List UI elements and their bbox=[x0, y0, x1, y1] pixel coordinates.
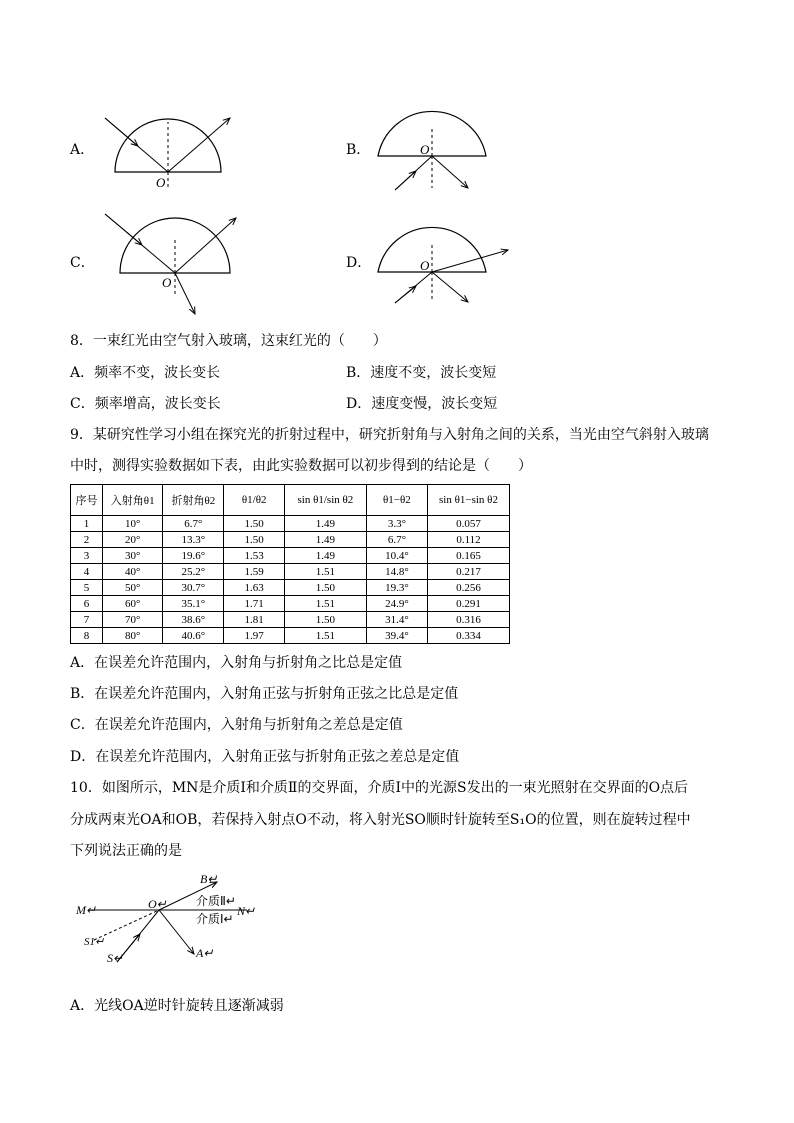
table-cell: 3 bbox=[71, 548, 103, 564]
label-medium-2: 介质Ⅱ↵ bbox=[196, 894, 236, 908]
table-cell: 38.6° bbox=[163, 612, 224, 628]
table-cell: 80° bbox=[102, 628, 162, 644]
header-angle-ratio: θ1/θ2 bbox=[224, 485, 285, 516]
table-row bbox=[71, 580, 510, 596]
q8-stem: 8．一束红光由空气射入玻璃，这束红光的（ ） bbox=[70, 333, 387, 349]
table-row bbox=[71, 516, 510, 532]
table-cell: 30° bbox=[102, 548, 162, 564]
table-cell: 1.50 bbox=[224, 532, 285, 548]
header-angle-diff: θ1−θ2 bbox=[366, 485, 427, 516]
origin-label: O bbox=[162, 275, 172, 290]
q7-diagram-b bbox=[370, 98, 500, 198]
q7-diagram-c bbox=[100, 208, 245, 320]
table-row bbox=[71, 628, 510, 644]
q7-diagram-d bbox=[370, 210, 515, 310]
table-cell: 6.7° bbox=[163, 516, 224, 532]
table-row bbox=[71, 564, 510, 580]
header-index: 序号 bbox=[71, 485, 103, 516]
table-cell: 20° bbox=[102, 532, 162, 548]
table-cell: 7 bbox=[71, 612, 103, 628]
label-o: O↵ bbox=[148, 897, 167, 911]
q8-option-d: D．速度变慢，波长变短 bbox=[346, 396, 498, 412]
table-cell: 8 bbox=[71, 628, 103, 644]
table-cell: 2 bbox=[71, 532, 103, 548]
q8-option-a: A．频率不变，波长变长 bbox=[70, 365, 221, 381]
table-row bbox=[71, 532, 510, 548]
origin-label: O bbox=[156, 175, 166, 190]
table-cell: 0.291 bbox=[427, 596, 509, 612]
q8-option-c: C．频率增高，波长变长 bbox=[70, 396, 221, 412]
q9-stem-line2: 中时，测得实验数据如下表，由此实验数据可以初步得到的结论是（ ） bbox=[70, 458, 532, 474]
table-cell: 3.3° bbox=[366, 516, 427, 532]
table-cell: 70° bbox=[102, 612, 162, 628]
q9-option-a: A．在误差允许范围内，入射角与折射角之比总是定值 bbox=[70, 655, 403, 671]
table-cell: 1.59 bbox=[224, 564, 285, 580]
table-cell: 0.316 bbox=[427, 612, 509, 628]
label-n: N↵ bbox=[237, 904, 256, 918]
q7-option-a-label: A． bbox=[70, 142, 95, 158]
q7-diagram-a bbox=[95, 100, 245, 195]
table-cell: 0.334 bbox=[427, 628, 509, 644]
q9-data-table bbox=[70, 484, 510, 644]
q9-option-b: B．在误差允许范围内，入射角正弦与折射角正弦之比总是定值 bbox=[70, 686, 459, 702]
table-cell: 1.63 bbox=[224, 580, 285, 596]
origin-label: O bbox=[420, 142, 430, 157]
table-cell: 40° bbox=[102, 564, 162, 580]
table-cell: 30.7° bbox=[163, 580, 224, 596]
q7-option-c-label: C． bbox=[70, 255, 95, 271]
table-cell: 24.9° bbox=[366, 596, 427, 612]
table-cell: 1.51 bbox=[285, 596, 367, 612]
table-cell: 13.3° bbox=[163, 532, 224, 548]
table-cell: 40.6° bbox=[163, 628, 224, 644]
q9-stem-line1: 9．某研究性学习小组在探究光的折射过程中，研究折射角与入射角之间的关系，当光由空气斜射入玻璃 bbox=[70, 427, 709, 443]
label-medium-1: 介质Ⅰ↵ bbox=[196, 912, 234, 926]
table-header-row bbox=[71, 485, 510, 516]
table-cell: 0.256 bbox=[427, 580, 509, 596]
table-cell: 1.49 bbox=[285, 516, 367, 532]
table-cell: 1.50 bbox=[285, 580, 367, 596]
q10-option-a: A．光线OA逆时针旋转且逐渐减弱 bbox=[70, 998, 284, 1014]
q7-option-d-label: D． bbox=[346, 255, 372, 271]
table-cell: 25.2° bbox=[163, 564, 224, 580]
table-cell: 31.4° bbox=[366, 612, 427, 628]
label-s: S↵ bbox=[107, 951, 124, 965]
q10-figure bbox=[72, 868, 262, 968]
q8-option-b: B．速度不变，波长变短 bbox=[346, 365, 497, 381]
table-row bbox=[71, 612, 510, 628]
table-cell: 39.4° bbox=[366, 628, 427, 644]
header-refraction-angle: 折射角θ2 bbox=[163, 485, 224, 516]
table-cell: 19.6° bbox=[163, 548, 224, 564]
table-cell: 1.71 bbox=[224, 596, 285, 612]
table-cell: 6 bbox=[71, 596, 103, 612]
table-cell: 1.50 bbox=[224, 516, 285, 532]
table-cell: 1.97 bbox=[224, 628, 285, 644]
table-body bbox=[71, 516, 510, 644]
table-cell: 0.057 bbox=[427, 516, 509, 532]
label-a: A↵ bbox=[196, 946, 214, 960]
table-cell: 50° bbox=[102, 580, 162, 596]
q9-option-d: D．在误差允许范围内，入射角正弦与折射角正弦之差总是定值 bbox=[70, 749, 460, 765]
table-cell: 6.7° bbox=[366, 532, 427, 548]
q10-stem-line2: 分成两束光OA和OB，若保持入射点O不动，将入射光SO顺时针旋转至S₁O的位置，则在旋转过程中 bbox=[70, 812, 691, 828]
table-cell: 10.4° bbox=[366, 548, 427, 564]
table-row bbox=[71, 596, 510, 612]
table-cell: 1.51 bbox=[285, 564, 367, 580]
label-b: B↵ bbox=[200, 872, 218, 886]
table-cell: 0.165 bbox=[427, 548, 509, 564]
table-cell: 19.3° bbox=[366, 580, 427, 596]
q10-stem-line3: 下列说法正确的是 bbox=[70, 843, 182, 859]
origin-label: O bbox=[420, 258, 430, 273]
header-sine-ratio: sin θ1/sin θ2 bbox=[285, 485, 367, 516]
table-cell: 4 bbox=[71, 564, 103, 580]
table-cell: 60° bbox=[102, 596, 162, 612]
header-sine-diff: sin θ1−sin θ2 bbox=[427, 485, 509, 516]
table-cell: 10° bbox=[102, 516, 162, 532]
table-cell: 0.217 bbox=[427, 564, 509, 580]
table-cell: 1.81 bbox=[224, 612, 285, 628]
header-incidence-angle: 入射角θ1 bbox=[102, 485, 162, 516]
label-m: M↵ bbox=[76, 903, 97, 917]
table-cell: 1.49 bbox=[285, 548, 367, 564]
table-cell: 1.49 bbox=[285, 532, 367, 548]
q7-option-b-label: B． bbox=[346, 142, 371, 158]
table-cell: 35.1° bbox=[163, 596, 224, 612]
table-cell: 1.51 bbox=[285, 628, 367, 644]
table-cell: 14.8° bbox=[366, 564, 427, 580]
table-cell: 1.50 bbox=[285, 612, 367, 628]
q10-stem-line1: 10．如图所示，MN是介质Ⅰ和介质Ⅱ的交界面，介质Ⅰ中的光源S发出的一束光照射在交界面的O点后 bbox=[70, 780, 689, 796]
table-cell: 5 bbox=[71, 580, 103, 596]
table-cell: 0.112 bbox=[427, 532, 509, 548]
table-row bbox=[71, 548, 510, 564]
table-cell: 1.53 bbox=[224, 548, 285, 564]
label-s1: S1↵ bbox=[84, 936, 105, 948]
q9-option-c: C．在误差允许范围内，入射角与折射角之差总是定值 bbox=[70, 717, 403, 733]
table-cell: 1 bbox=[71, 516, 103, 532]
